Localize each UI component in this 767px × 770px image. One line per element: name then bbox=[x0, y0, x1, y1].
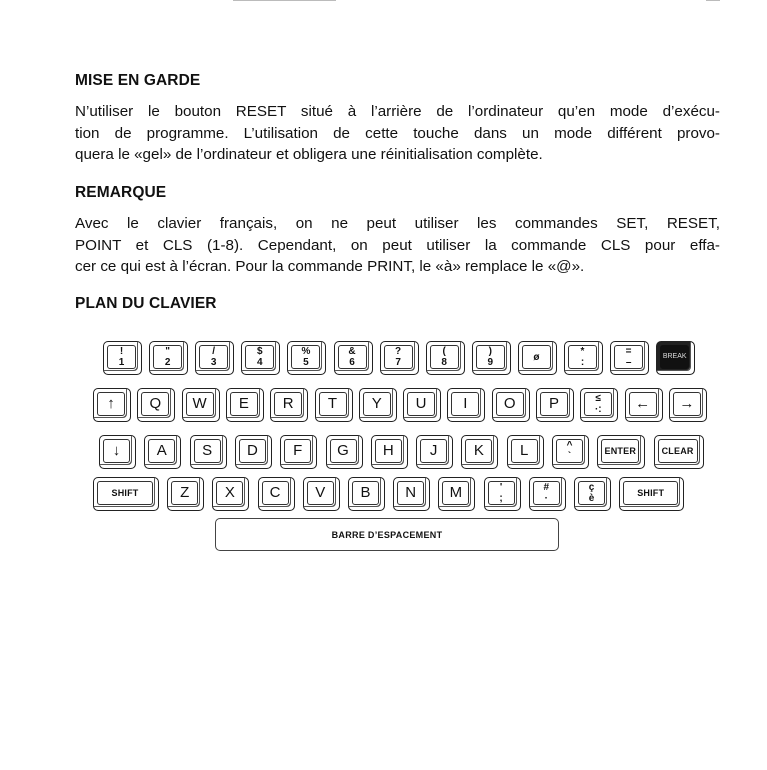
key-face bbox=[465, 439, 492, 463]
key-t[interactable] bbox=[315, 388, 353, 422]
key-upper-symbol: / bbox=[212, 346, 216, 357]
key-label: BREAK bbox=[662, 353, 687, 360]
key-break[interactable] bbox=[656, 341, 695, 375]
key-face bbox=[660, 345, 689, 369]
key-face bbox=[262, 481, 289, 505]
key-face bbox=[533, 481, 560, 505]
key-face bbox=[511, 439, 538, 463]
key-label: J bbox=[429, 442, 438, 459]
key-face bbox=[451, 392, 479, 416]
key-face bbox=[148, 439, 175, 463]
paragraph-line: N’utiliser le bouton RESET situé à l’arrière de l’ordinateur qu’en mode d’exécu- bbox=[75, 103, 720, 120]
key-h[interactable] bbox=[371, 435, 408, 469]
key-face bbox=[153, 345, 182, 369]
key-f[interactable] bbox=[280, 435, 317, 469]
key-↑[interactable] bbox=[93, 388, 131, 422]
keyboard-diagram bbox=[0, 335, 767, 565]
key-lower-symbol: 3 bbox=[210, 357, 217, 368]
key-upper-symbol: ' bbox=[499, 482, 503, 493]
key-p[interactable] bbox=[536, 388, 574, 422]
key-lower-symbol: 7 bbox=[395, 357, 401, 368]
key-clear[interactable] bbox=[654, 435, 704, 469]
key-lower-symbol: : bbox=[580, 357, 585, 368]
key-2[interactable] bbox=[149, 341, 188, 375]
key-label: H bbox=[382, 442, 394, 459]
key-6[interactable] bbox=[334, 341, 373, 375]
key-face bbox=[199, 345, 228, 369]
key-label: P bbox=[548, 395, 559, 412]
key-9[interactable] bbox=[472, 341, 511, 375]
key-e[interactable] bbox=[226, 388, 264, 422]
key-upper-symbol: & bbox=[348, 346, 356, 357]
key-g[interactable] bbox=[326, 435, 363, 469]
key-i[interactable] bbox=[447, 388, 485, 422]
key-label: ENTER bbox=[604, 446, 637, 456]
key-upper-symbol: ! bbox=[119, 346, 124, 357]
key-face bbox=[375, 439, 402, 463]
key-upper-symbol: " bbox=[165, 346, 170, 357]
key-o[interactable] bbox=[492, 388, 530, 422]
key-label: F bbox=[293, 442, 303, 459]
key-face bbox=[307, 481, 334, 505]
key-upper-symbol: ç bbox=[588, 482, 595, 493]
key-upper-symbol: ) bbox=[488, 346, 492, 357]
key-face bbox=[194, 439, 221, 463]
key-label: I bbox=[463, 395, 468, 412]
key-label: D bbox=[246, 442, 258, 459]
key-s[interactable] bbox=[190, 435, 227, 469]
key-face bbox=[496, 392, 524, 416]
key-upper-symbol: # bbox=[543, 482, 550, 493]
key-face bbox=[319, 392, 347, 416]
key-face bbox=[442, 481, 469, 505]
key-face bbox=[397, 481, 424, 505]
key-3[interactable] bbox=[195, 341, 234, 375]
key-lower-symbol: ø bbox=[533, 351, 540, 363]
key-label: S bbox=[202, 442, 213, 459]
key-upper-symbol: ≤ bbox=[595, 393, 602, 404]
key-label: G bbox=[337, 442, 349, 459]
top-rule-right bbox=[706, 0, 720, 1]
key-label: X bbox=[224, 484, 235, 501]
key-face bbox=[171, 481, 198, 505]
key-a[interactable] bbox=[144, 435, 181, 469]
key-label: B bbox=[360, 484, 371, 501]
key-face bbox=[614, 345, 643, 369]
key-face bbox=[578, 481, 605, 505]
key-label: L bbox=[520, 442, 529, 459]
key-face bbox=[629, 392, 657, 416]
key-label: O bbox=[503, 395, 516, 412]
key-8[interactable] bbox=[426, 341, 465, 375]
key-lower-symbol: 1 bbox=[118, 357, 125, 368]
key-face bbox=[476, 345, 505, 369]
key-spacebar[interactable] bbox=[215, 518, 559, 551]
key-label: ← bbox=[635, 395, 651, 412]
paragraph-remarque bbox=[75, 213, 720, 278]
key-face bbox=[107, 345, 136, 369]
key-face bbox=[556, 439, 583, 463]
key-label: ↑ bbox=[107, 395, 115, 412]
key-face bbox=[352, 481, 379, 505]
key-lower-symbol: 4 bbox=[257, 357, 263, 368]
key-ø[interactable] bbox=[518, 341, 557, 375]
paragraph-line: quera le «gel» de l’ordinateur et obligera une réinitialisation complète. bbox=[75, 146, 543, 163]
paragraph-mise-en-garde bbox=[75, 101, 720, 166]
key-face bbox=[97, 481, 153, 505]
key-x[interactable] bbox=[212, 477, 249, 511]
key-upper-symbol: ? bbox=[395, 346, 402, 357]
key-face bbox=[584, 392, 612, 416]
key-label: Y bbox=[371, 395, 382, 412]
key-k[interactable] bbox=[461, 435, 498, 469]
key-upper-symbol: ( bbox=[442, 346, 446, 357]
key-m[interactable] bbox=[438, 477, 475, 511]
key-label: SHIFT bbox=[637, 488, 665, 498]
key-1[interactable] bbox=[103, 341, 142, 375]
key-face bbox=[384, 345, 413, 369]
key-label: R bbox=[282, 395, 294, 412]
key-5[interactable] bbox=[287, 341, 326, 375]
key-q[interactable] bbox=[137, 388, 175, 422]
key-lower-symbol: 8 bbox=[441, 357, 447, 368]
key-label: Z bbox=[180, 484, 190, 501]
key-face bbox=[568, 345, 597, 369]
spacebar-label: BARRE D’ESPACEMENT bbox=[331, 529, 443, 540]
key-label: → bbox=[679, 395, 695, 412]
paragraph-line: cer ce qui est à l’écran. Pour la commande PRINT, le «à» remplace le «@». bbox=[75, 258, 585, 275]
key-j[interactable] bbox=[416, 435, 453, 469]
key-face bbox=[363, 392, 391, 416]
key-l[interactable] bbox=[507, 435, 544, 469]
key-upper-symbol: ^ bbox=[566, 440, 573, 451]
key-lower-symbol: 9 bbox=[487, 357, 494, 368]
key-face bbox=[274, 392, 302, 416]
key-label: U bbox=[415, 395, 427, 412]
key-label: Q bbox=[149, 395, 162, 412]
key-label: N bbox=[405, 484, 417, 501]
key-è[interactable] bbox=[574, 477, 611, 511]
key-face bbox=[601, 439, 639, 463]
key-;[interactable] bbox=[484, 477, 521, 511]
heading-plan-du-clavier: PLAN DU CLAVIER bbox=[75, 295, 217, 312]
key-←[interactable] bbox=[625, 388, 663, 422]
key-7[interactable] bbox=[380, 341, 419, 375]
key-d[interactable] bbox=[235, 435, 272, 469]
key-r[interactable] bbox=[270, 388, 308, 422]
key-face bbox=[540, 392, 568, 416]
key-↓[interactable] bbox=[99, 435, 136, 469]
paragraph-line: Avec le clavier français, on ne peut utiliser les commandes SET, RESET, bbox=[75, 215, 720, 232]
key-lower-symbol: ` bbox=[567, 451, 572, 462]
key-face bbox=[216, 481, 243, 505]
key-z[interactable] bbox=[167, 477, 204, 511]
key-y[interactable] bbox=[359, 388, 397, 422]
key-face bbox=[245, 345, 274, 369]
key-enter[interactable] bbox=[597, 435, 645, 469]
key-lower-symbol: ·: bbox=[594, 404, 602, 415]
key-label: ↓ bbox=[112, 442, 121, 459]
key-face bbox=[239, 439, 266, 463]
key-label: W bbox=[192, 395, 207, 412]
key-lower-symbol: 5 bbox=[303, 357, 309, 368]
key-w[interactable] bbox=[182, 388, 220, 422]
key-face bbox=[407, 392, 435, 416]
key-lower-symbol: – bbox=[625, 357, 632, 368]
key-·:[interactable] bbox=[580, 388, 618, 422]
key-u[interactable] bbox=[403, 388, 441, 422]
key-c[interactable] bbox=[258, 477, 295, 511]
key-shift[interactable] bbox=[93, 477, 159, 511]
key-face bbox=[488, 481, 515, 505]
key-label: T bbox=[327, 395, 338, 412]
key-upper-symbol: % bbox=[301, 346, 311, 357]
key-face bbox=[658, 439, 698, 463]
top-rule-left bbox=[233, 0, 336, 1]
key-face bbox=[186, 392, 214, 416]
key-shift[interactable] bbox=[619, 477, 684, 511]
key-face bbox=[330, 439, 357, 463]
key-face bbox=[97, 392, 125, 416]
key-:[interactable] bbox=[564, 341, 603, 375]
key-label: SHIFT bbox=[111, 488, 139, 498]
key-face bbox=[338, 345, 367, 369]
key-label: K bbox=[473, 442, 484, 459]
key-face bbox=[420, 439, 447, 463]
key-label: M bbox=[449, 484, 463, 501]
key-lower-symbol: · bbox=[544, 493, 548, 504]
key-label: V bbox=[315, 484, 326, 501]
key-·[interactable] bbox=[529, 477, 566, 511]
key-face bbox=[673, 392, 701, 416]
key-n[interactable] bbox=[393, 477, 430, 511]
key-upper-symbol: * bbox=[580, 346, 585, 357]
key-face bbox=[291, 345, 320, 369]
key-lower-symbol: è bbox=[588, 493, 595, 504]
key-label: E bbox=[238, 395, 249, 412]
key-face bbox=[522, 345, 551, 369]
key-face bbox=[141, 392, 169, 416]
key-upper-symbol: = bbox=[625, 346, 632, 357]
key-lower-symbol: 2 bbox=[164, 357, 171, 368]
key-lower-symbol: ; bbox=[499, 493, 503, 504]
key-–[interactable] bbox=[610, 341, 649, 375]
key-→[interactable] bbox=[669, 388, 707, 422]
key-face bbox=[103, 439, 130, 463]
heading-remarque: REMARQUE bbox=[75, 184, 167, 201]
key-face bbox=[284, 439, 311, 463]
key-v[interactable] bbox=[303, 477, 340, 511]
key-`[interactable] bbox=[552, 435, 589, 469]
key-label: C bbox=[269, 484, 281, 501]
key-label: CLEAR bbox=[661, 446, 694, 456]
key-face bbox=[430, 345, 459, 369]
paragraph-line: POINT et CLS (1-8). Cependant, on peut utiliser la commande CLS pour effa- bbox=[75, 236, 720, 254]
key-face bbox=[230, 392, 258, 416]
paragraph-line: tion de programme. L’utilisation de cette touche dans un mode différent provo- bbox=[75, 124, 720, 142]
key-4[interactable] bbox=[241, 341, 280, 375]
key-upper-symbol: $ bbox=[257, 346, 263, 357]
key-lower-symbol: 6 bbox=[349, 357, 355, 368]
key-label: A bbox=[156, 442, 167, 459]
heading-mise-en-garde: MISE EN GARDE bbox=[75, 72, 201, 89]
key-face bbox=[623, 481, 678, 505]
key-b[interactable] bbox=[348, 477, 385, 511]
